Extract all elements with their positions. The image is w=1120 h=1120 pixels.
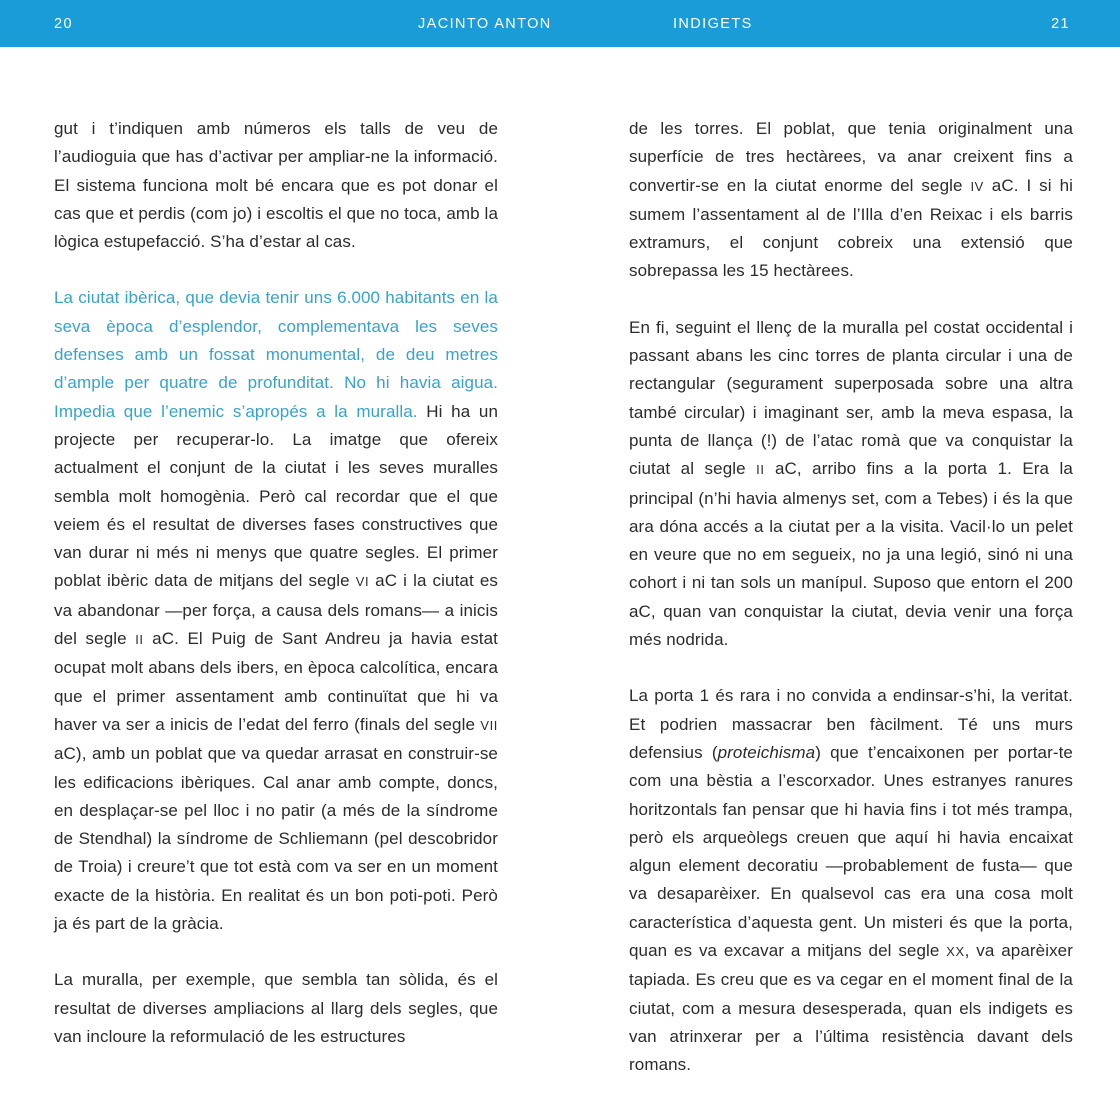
text-segment-normal: Hi ha un projecte per recuperar-lo. La imatge que ofereix actualment el conjunt de la ciutat i les seves muralles sembla molt homogènia. Però cal recordar que el que veiem és el resultat de diverses fases constructives que van durar ni més ni menys que quatre segles. El primer poblat ibèric data de mitjans del segle	[54, 401, 498, 591]
text-segment-normal: aC. El Puig de Sant Andreu ja havia estat ocupat molt abans dels ibers, en època calcolítica, encara que el primer assentament amb continuïtat que hi va haver va ser a inicis de l’edat del ferro (finals del segle	[54, 629, 499, 734]
text-segment-normal: aC, arribo fins a la porta 1. Era la principal (n’hi havia almenys set, com a Tebes) i és la que ara dóna accés a la ciutat per a la visita. Vacil·lo un pelet en veure que no em segueix, no ja una legió, sinó ni una cohort i ni tan sols un manípul. Suposo que entorn el 200 aC, quan van conquistar la ciutat, devia venir una força més nodrida.	[629, 459, 1073, 650]
text-segment-normal: , va aparèixer tapiada. Es creu que es va cegar en el moment final de la ciutat, com a mesura desesperada, quan els indigets es van atrinxerar per a l’última resistència davant dels romans.	[629, 941, 1073, 1075]
left-page-number: 20	[54, 15, 73, 32]
text-segment-smallcaps: XX	[946, 944, 965, 960]
text-segment-accent: La ciutat ibèrica, que devia tenir uns 6.000 habitants en la seva època d’esplendor, complementava les seves defenses amb un fossat monumental, de deu metres d’ample per quatre de profunditat. No hi havia aigua. Impedia que l’enemic s’apropés a la muralla.	[54, 288, 498, 421]
text-segment-smallcaps: II	[756, 462, 765, 478]
text-segment-normal: de les torres. El poblat, que tenia originalment una superfície de tres hectàrees, va anar creixent fins a convertir-se en la ciutat enorme del segle	[629, 119, 1073, 195]
text-segment-normal: gut i t’indiquen amb números els talls de veu de l’audioguia que has d’activar per ampliar-ne la informació. El sistema funciona molt bé encara que es pot donar el cas que et perdis (com jo) i escoltis el que no toca, amb la lògica estupefacció. S’ha d’estar al cas.	[54, 119, 498, 252]
text-segment-normal: La porta 1 és rara i no convida a endinsar-s’hi, la veritat. Et podrien massacrar ben fàcilment. Té uns murs defensius (	[629, 686, 1073, 762]
author-running-head: JACINTO ANTON	[418, 15, 552, 32]
paragraph	[629, 115, 1073, 286]
right-page-text-column	[629, 115, 1073, 1108]
text-segment-normal: La muralla, per exemple, que sembla tan sòlida, és el resultat de diverses ampliacions al llarg dels segles, que van incloure la reformulació de les estructures	[54, 970, 498, 1046]
text-segment-normal: aC), amb un poblat que va quedar arrasat en construir-se les edificacions ibèriques. Cal anar amb compte, doncs, en desplaçar-se pel lloc i no patir (a més de la síndrome de Stendhal) la síndrome de Schliemann (pel descobridor de Troia) i creure’t que tot està com va ser en un moment exacte de la història. En realitat és un bon poti-poti. Però ja és part de la gràcia.	[54, 744, 498, 934]
paragraph	[629, 682, 1073, 1079]
text-segment-smallcaps: VII	[480, 717, 498, 733]
right-page-number: 21	[1051, 15, 1070, 32]
book-title-running-head: INDIGETS	[673, 15, 753, 32]
text-segment-italic: proteichisma	[717, 742, 816, 762]
paragraph	[54, 966, 498, 1051]
left-page-text-column	[54, 115, 498, 1079]
running-header-bar	[0, 0, 1120, 47]
text-segment-smallcaps: IV	[970, 178, 984, 194]
text-segment-normal: aC. I si hi sumem l’assentament al de l’Illa d’en Reixac i els barris extramurs, el conjunt cobreix una extensió que sobrepassa les 15 hectàrees.	[629, 175, 1073, 281]
text-segment-normal: aC i la ciutat es va abandonar —per força, a causa dels romans— a inicis del segle	[54, 571, 498, 649]
text-segment-smallcaps: II	[135, 632, 144, 648]
text-segment-normal: En fi, seguint el llenç de la muralla pel costat occidental i passant abans les cinc torres de planta circular i una de rectangular (segurament superposada sobre una altra també circular) i imaginant ser, amb la meva espasa, la punta de llança (!) de l’atac romà que va conquistar la ciutat al segle	[629, 317, 1073, 479]
text-segment-smallcaps: VI	[355, 574, 370, 590]
text-segment-normal: ) que t’encaixonen per portar-te com una bèstia a l’escorxador. Unes estranyes ranures horitzontals fan pensar que hi havia fins i tot més trampa, però els arqueòlegs creuen que aquí hi havia encaixat algun element decoratiu —probablement de fusta— que va desaparèixer. En qualsevol cas era una cosa molt característica d’aquesta gent. Un misteri és que la porta, quan es va excavar a mitjans del segle	[629, 742, 1073, 961]
paragraph	[54, 284, 498, 938]
paragraph	[629, 314, 1073, 655]
paragraph	[54, 115, 498, 256]
